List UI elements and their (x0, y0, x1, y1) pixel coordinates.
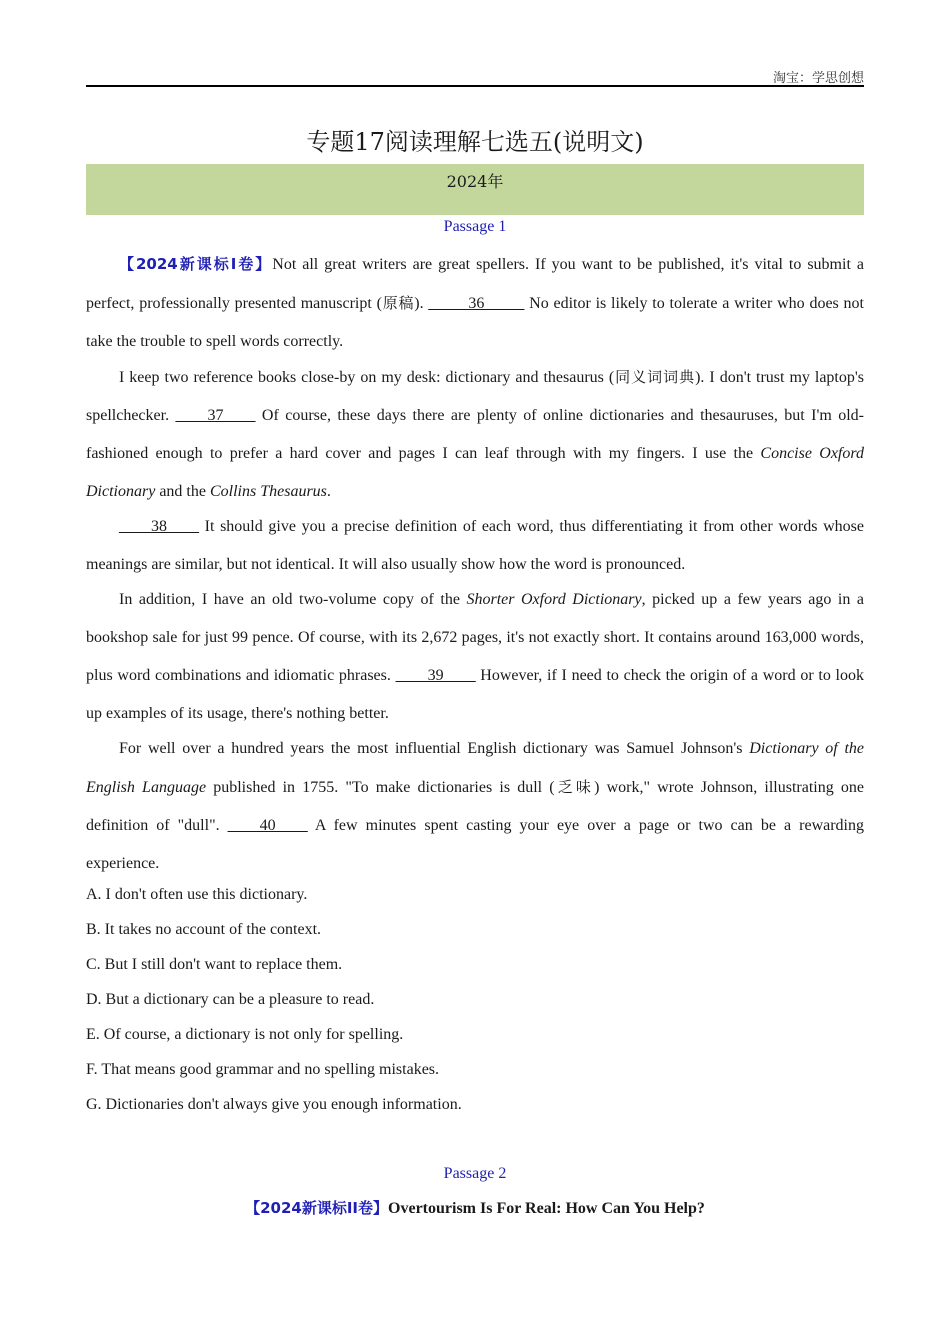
year-label: 2024年 (446, 172, 504, 191)
text: No editor is likely to tolerate a writer who does not take the trouble to spell words correctly. (86, 295, 864, 350)
passage-2-title: Overtourism Is For Real: How Can You Help? (388, 1200, 705, 1217)
option-a: A. I don't often use this dictionary. (86, 886, 308, 903)
book-title: Dictionary of the English Language (86, 740, 865, 796)
text: However, if I need to check the origin of a word or to look up examples of its usage, there's nothing better. (86, 667, 864, 722)
source-tag: 【2024新课标ⅠⅠ卷】 (245, 1199, 389, 1217)
passage-1-heading: Passage 1 (443, 218, 507, 235)
header-note: 淘宝：学思创想 (772, 71, 864, 86)
blank-40: ____40____ (227, 817, 308, 834)
text: In addition, I have an old two-volume copy of the (119, 591, 467, 608)
book-title: Shorter Oxford Dictionary (466, 591, 642, 608)
text: I keep two reference books close-by on my desk: dictionary and thesaurus ( (119, 369, 615, 386)
option-b: B. It takes no account of the context. (86, 921, 322, 938)
chinese-gloss: 同义词词典 (614, 368, 696, 386)
paragraph-4 (86, 581, 864, 733)
blank-36: _____36_____ (428, 295, 525, 312)
year-band (86, 164, 864, 215)
blank-38: ____38____ (119, 518, 199, 535)
text: Not all great writers are great spellers. If you want to be published, it's vital to submit a perfect, professionally presented manuscript ( (86, 256, 864, 312)
passage-1-body (86, 245, 864, 883)
text: ). I don't trust my laptop's spellchecker. (86, 369, 864, 424)
passage-2-heading: Passage 2 (443, 1165, 507, 1182)
book-title: Concise Oxford Dictionary (86, 445, 865, 500)
text: It should give you a precise definition of each word, thus differentiating it from other words whose meanings are similar, but not identical. It will also usually show how the word is pronounced. (86, 518, 864, 573)
book-title: Collins Thesaurus (209, 483, 327, 500)
passage-2-title-line (86, 1197, 864, 1218)
paragraph-5 (86, 730, 864, 883)
text: For well over a hundred years the most influential English dictionary was Samuel Johnson's (119, 740, 750, 757)
text: and the (155, 483, 210, 500)
source-tag: 【2024新课标Ⅰ卷】 (119, 255, 273, 273)
text: ) work," wrote Johnson, illustrating one definition of "dull". (86, 779, 864, 834)
text: published in 1755. "To make dictionaries is dull ( (206, 779, 555, 796)
option-c: C. But I still don't want to replace them. (86, 956, 343, 973)
chinese-gloss: 乏味 (554, 778, 595, 796)
option-f: F. That means good grammar and no spelling mistakes. (86, 1061, 440, 1078)
text: ). (414, 295, 429, 312)
chinese-gloss: 原稿 (381, 294, 415, 312)
option-g: G. Dictionaries don't always give you enough information. (86, 1096, 462, 1113)
text: , picked up a few years ago in a bookshop sale for just 99 pence. Of course, with its 2,672 pages, it's not exactly short. It contains around 163,000 words, plus word combinations and idiomatic phrases. (86, 591, 864, 684)
option-d: D. But a dictionary can be a pleasure to read. (86, 991, 375, 1008)
paragraph-3 (86, 508, 864, 584)
answer-options (86, 882, 864, 1127)
text: Of course, these days there are plenty of online dictionaries and thesauruses, but I'm old-fashioned enough to prefer a hard cover and pages I can leaf through with my fingers. I use the (86, 407, 864, 462)
paragraph-1 (86, 245, 864, 361)
header-rule (86, 85, 864, 87)
text: . (326, 483, 331, 500)
text: A few minutes spent casting your eye over a page or two can be a rewarding experience. (86, 817, 864, 872)
paragraph-2 (86, 358, 864, 511)
blank-37: ____37____ (175, 407, 256, 424)
option-e: E. Of course, a dictionary is not only for spelling. (86, 1026, 404, 1043)
page-title: 专题17阅读理解七选五(说明文) (306, 128, 644, 156)
blank-39: ____39____ (395, 667, 476, 684)
